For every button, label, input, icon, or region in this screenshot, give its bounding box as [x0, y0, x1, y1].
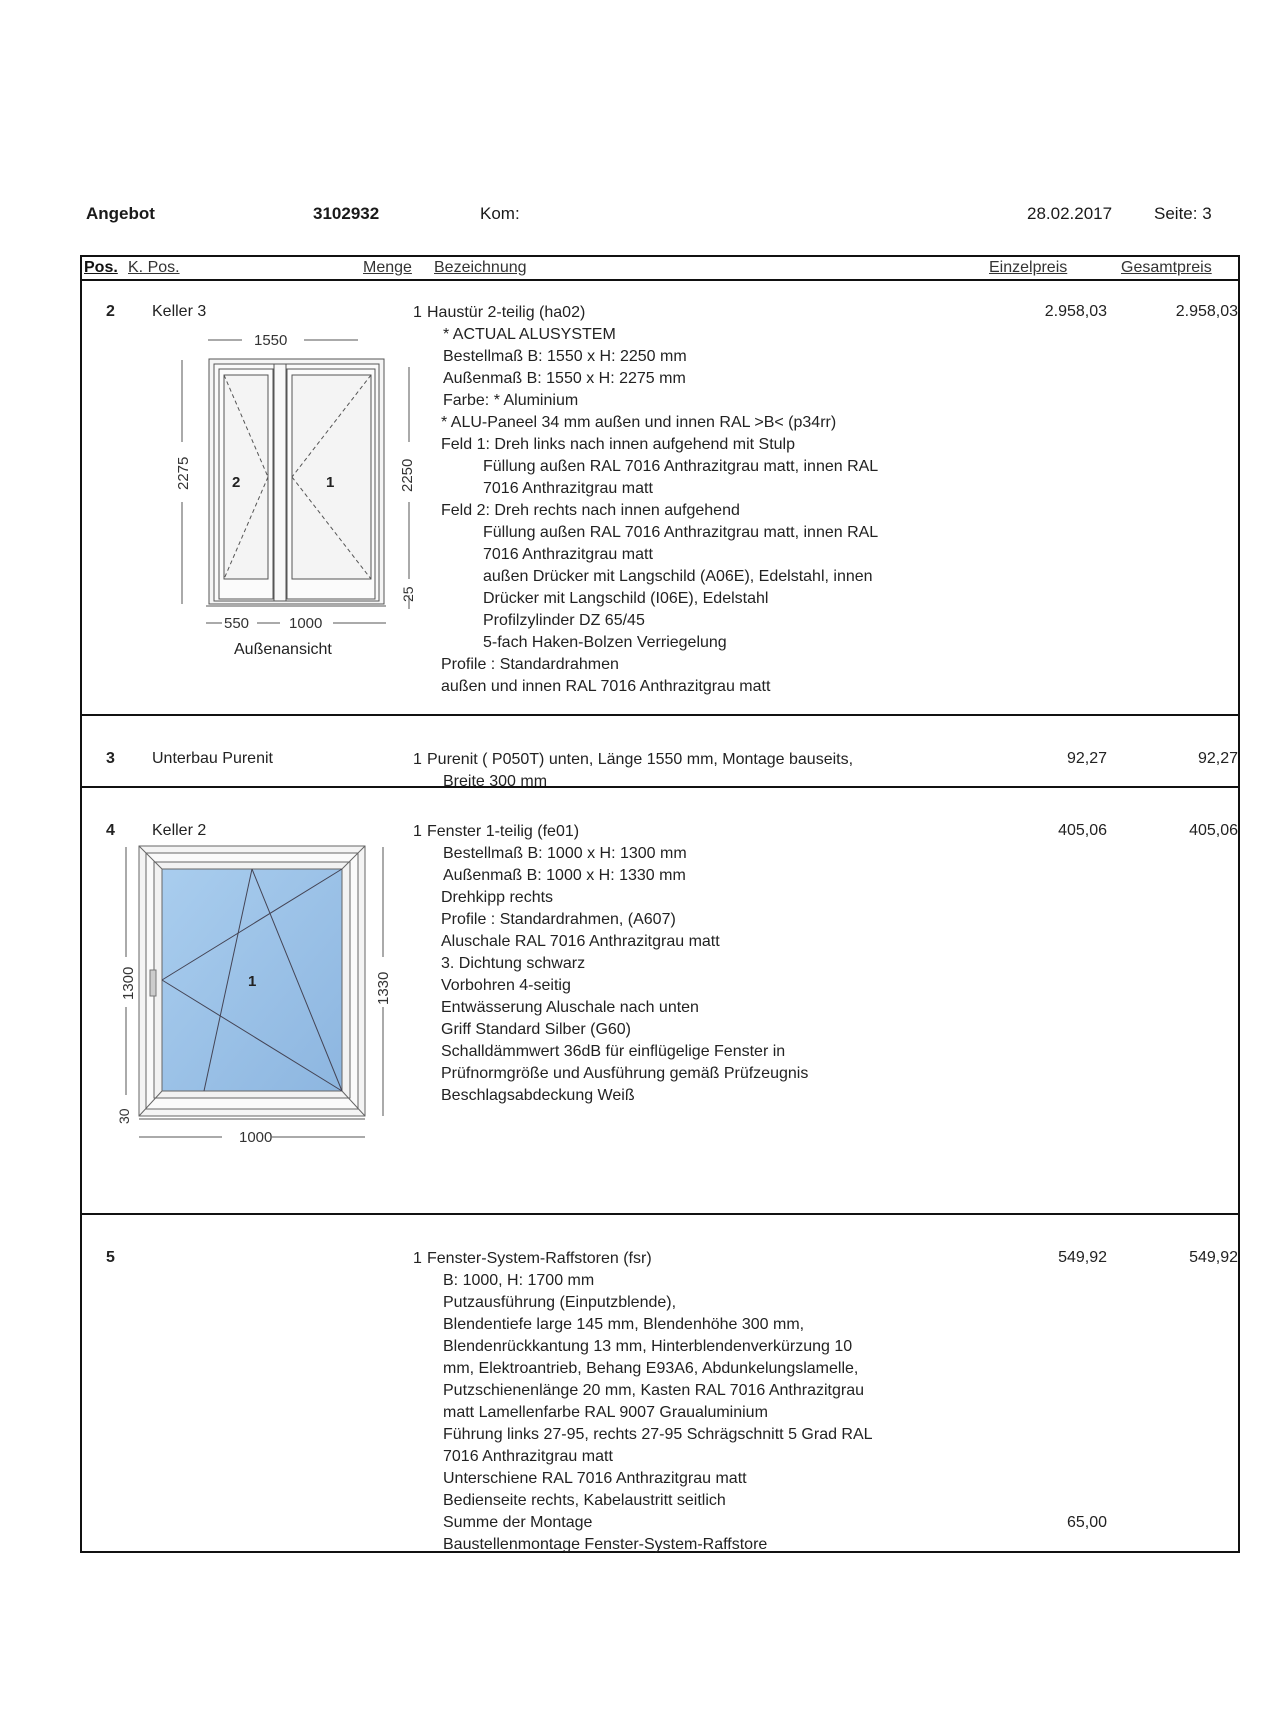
item-gesamtpreis: 92,27 [1197, 750, 1238, 767]
desc-line: Farbe: * Aluminium [443, 392, 579, 409]
desc-line: 7016 Anthrazitgrau matt [483, 546, 653, 563]
item-pos: 2 [106, 303, 115, 320]
dim-bottom: 25 [400, 586, 416, 602]
desc-line: Blendenrückkantung 13 mm, Hinterblendenverkürzung 10 [443, 1338, 853, 1355]
item-qty: 1 [413, 823, 422, 840]
desc-line: Entwässerung Aluschale nach unten [441, 999, 699, 1016]
desc-line: Drücker mit Langschild (I06E), Edelstahl [483, 590, 769, 607]
desc-line: Fenster-System-Raffstoren (fsr) [427, 1250, 652, 1267]
field-label-right: 1 [326, 474, 335, 491]
col-menge: Menge [363, 259, 412, 276]
desc-line: Baustellenmontage Fenster-System-Raffstore [443, 1536, 768, 1553]
kom-label: Kom: [480, 204, 520, 223]
col-bezeichnung: Bezeichnung [434, 259, 527, 276]
desc-line: Bedienseite rechts, Kabelaustritt seitlich [443, 1492, 726, 1509]
item-description [427, 821, 808, 1107]
row-divider [82, 714, 1238, 716]
desc-line: Außenmaß B: 1550 x H: 2275 mm [443, 370, 686, 387]
desc-line: Profile : Standardrahmen, (A607) [441, 911, 676, 928]
montage-price: 65,00 [1066, 1514, 1107, 1531]
item-qty: 1 [413, 751, 422, 768]
item-description [427, 302, 878, 698]
desc-line: Summe der Montage [443, 1514, 593, 1531]
item-gesamtpreis: 405,06 [1189, 822, 1238, 839]
desc-line: Feld 1: Dreh links nach innen aufgehend mit Stulp [441, 436, 795, 453]
item-kpos: Unterbau Purenit [152, 750, 273, 767]
desc-line: Feld 2: Dreh rechts nach innen aufgehend [441, 502, 740, 519]
window-drawing [92, 837, 392, 1177]
handle-icon [150, 970, 156, 996]
desc-line: Füllung außen RAL 7016 Anthrazitgrau matt, innen RAL [483, 524, 879, 541]
dim-height-left: 2275 [175, 456, 192, 490]
desc-line: Aluschale RAL 7016 Anthrazitgrau matt [441, 933, 720, 950]
row-divider [82, 1213, 1238, 1215]
dim-width: 1550 [254, 332, 288, 349]
item-qty: 1 [413, 304, 422, 321]
field-label-left: 2 [232, 474, 241, 491]
desc-line: Schalldämmwert 36dB für einflügelige Fenster in [441, 1043, 786, 1060]
item-pos: 5 [106, 1249, 115, 1266]
item-gesamtpreis: 549,92 [1189, 1249, 1238, 1266]
desc-line: Führung links 27-95, rechts 27-95 Schrägschnitt 5 Grad RAL [443, 1426, 873, 1443]
desc-line: Breite 300 mm [443, 773, 548, 790]
desc-line: Purenit ( P050T) unten, Länge 1550 mm, Montage bauseits, [427, 751, 854, 768]
item-description [427, 1248, 873, 1556]
desc-line: * ALU-Paneel 34 mm außen und innen RAL >B< (p34rr) [441, 414, 837, 431]
item-einzelpreis: 549,92 [1058, 1249, 1107, 1266]
desc-line: B: 1000, H: 1700 mm [443, 1272, 595, 1289]
door-drawing [122, 327, 422, 667]
item-kpos: Keller 2 [152, 822, 207, 839]
desc-line: Haustür 2-teilig (ha02) [427, 304, 586, 321]
desc-line: Blendentiefe large 145 mm, Blendenhöhe 300 mm, [443, 1316, 805, 1333]
desc-line: Putzschienenlänge 20 mm, Kasten RAL 7016 Anthrazitgrau [443, 1382, 864, 1399]
table-header [82, 257, 1238, 281]
dim-height-right: 2250 [399, 458, 416, 492]
col-pos: Pos. [84, 259, 118, 276]
desc-line: Füllung außen RAL 7016 Anthrazitgrau matt, innen RAL [483, 458, 879, 475]
desc-line: mm, Elektroantrieb, Behang E93A6, Abdunkelungslamelle, [443, 1360, 859, 1377]
drawing-caption: Außenansicht [234, 641, 332, 658]
desc-line: matt Lamellenfarbe RAL 9007 Graualuminium [443, 1404, 768, 1421]
doc-date: 28.02.2017 [1027, 204, 1113, 223]
dim-sub-right: 1000 [289, 615, 323, 632]
page-number: Seite: 3 [1154, 204, 1212, 223]
desc-line: 7016 Anthrazitgrau matt [443, 1448, 613, 1465]
dim-bottom: 30 [116, 1108, 132, 1124]
doc-type: Angebot [86, 204, 155, 223]
desc-line: Fenster 1-teilig (fe01) [427, 823, 580, 840]
field-label: 1 [248, 973, 257, 990]
desc-line: Drehkipp rechts [441, 889, 554, 906]
dim-sub-left: 550 [224, 615, 250, 632]
desc-line: außen und innen RAL 7016 Anthrazitgrau matt [441, 678, 771, 695]
dim-height-left: 1300 [120, 966, 137, 1000]
desc-line: Beschlagsabdeckung Weiß [441, 1087, 635, 1104]
desc-line: Vorbohren 4-seitig [441, 977, 571, 994]
row-divider [82, 786, 1238, 788]
desc-line: Griff Standard Silber (G60) [441, 1021, 632, 1038]
desc-line: 5-fach Haken-Bolzen Verriegelung [483, 634, 727, 651]
desc-line: Profilzylinder DZ 65/45 [483, 612, 645, 629]
item-kpos: Keller 3 [152, 303, 207, 320]
dim-height-right: 1330 [375, 971, 392, 1005]
desc-line: * ACTUAL ALUSYSTEM [443, 326, 616, 343]
item-einzelpreis: 405,06 [1058, 822, 1107, 839]
desc-line: Prüfnormgröße und Ausführung gemäß Prüfzeugnis [441, 1065, 809, 1082]
item-pos: 4 [106, 822, 115, 839]
col-gesamtpreis: Gesamtpreis [1121, 259, 1212, 276]
item-gesamtpreis: 2.958,03 [1175, 303, 1238, 320]
desc-line: außen Drücker mit Langschild (A06E), Edelstahl, innen [483, 568, 873, 585]
desc-line: 7016 Anthrazitgrau matt [483, 480, 653, 497]
offer-table [80, 255, 1240, 1553]
desc-line: 3. Dichtung schwarz [441, 955, 586, 972]
col-einzelpreis: Einzelpreis [989, 259, 1068, 276]
desc-line: Unterschiene RAL 7016 Anthrazitgrau matt [443, 1470, 747, 1487]
desc-line: Putzausführung (Einputzblende), [443, 1294, 677, 1311]
col-kpos: K. Pos. [128, 259, 180, 276]
item-qty: 1 [413, 1250, 422, 1267]
item-pos: 3 [106, 750, 115, 767]
dim-width: 1000 [239, 1129, 273, 1146]
item-einzelpreis: 92,27 [1066, 750, 1107, 767]
desc-line: Bestellmaß B: 1000 x H: 1300 mm [443, 845, 687, 862]
desc-line: Profile : Standardrahmen [441, 656, 619, 673]
desc-line: Außenmaß B: 1000 x H: 1330 mm [443, 867, 686, 884]
item-einzelpreis: 2.958,03 [1044, 303, 1107, 320]
doc-number: 3102932 [313, 204, 380, 223]
desc-line: Bestellmaß B: 1550 x H: 2250 mm [443, 348, 687, 365]
